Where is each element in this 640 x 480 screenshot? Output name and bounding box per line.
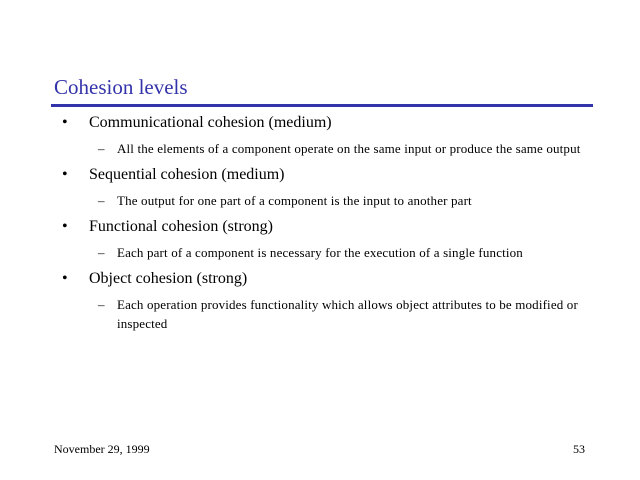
bullet-label: Object cohesion (strong) bbox=[89, 270, 248, 287]
bullet-icon: • bbox=[62, 166, 68, 183]
dash-icon: – bbox=[98, 245, 105, 260]
bullet-icon: • bbox=[62, 218, 68, 235]
title-divider bbox=[51, 104, 593, 107]
slide-title: Cohesion levels bbox=[54, 75, 188, 99]
sub-bullet-row bbox=[0, 139, 640, 158]
list-item bbox=[0, 164, 640, 210]
sub-bullet-text: Each operation provides functionality which allows object attributes to be modified or inspected bbox=[117, 297, 578, 331]
footer-date: November 29, 1999 bbox=[54, 442, 150, 456]
bullet-label: Functional cohesion (strong) bbox=[89, 218, 273, 235]
bullet-label: Sequential cohesion (medium) bbox=[89, 166, 285, 183]
sub-bullet-row bbox=[0, 191, 640, 210]
bullet-label: Communicational cohesion (medium) bbox=[89, 114, 332, 131]
dash-icon: – bbox=[98, 297, 105, 312]
sub-bullet-text: Each part of a component is necessary for the execution of a single function bbox=[117, 245, 523, 260]
bullet-icon: • bbox=[62, 270, 68, 287]
page-number: 53 bbox=[573, 442, 585, 456]
bullet-row bbox=[0, 112, 640, 136]
dash-icon: – bbox=[98, 193, 105, 208]
sub-bullet-row bbox=[0, 295, 640, 333]
list-item bbox=[0, 112, 640, 158]
sub-bullet-text: All the elements of a component operate on the same input or produce the same output bbox=[117, 141, 581, 156]
bullet-row bbox=[0, 216, 640, 240]
bullet-row bbox=[0, 268, 640, 292]
sub-bullet-row bbox=[0, 243, 640, 262]
dash-icon: – bbox=[98, 141, 105, 156]
sub-bullet-text: The output for one part of a component is the input to another part bbox=[117, 193, 472, 208]
bullet-icon: • bbox=[62, 114, 68, 131]
bullet-list bbox=[0, 112, 640, 339]
list-item bbox=[0, 268, 640, 333]
list-item bbox=[0, 216, 640, 262]
bullet-row bbox=[0, 164, 640, 188]
